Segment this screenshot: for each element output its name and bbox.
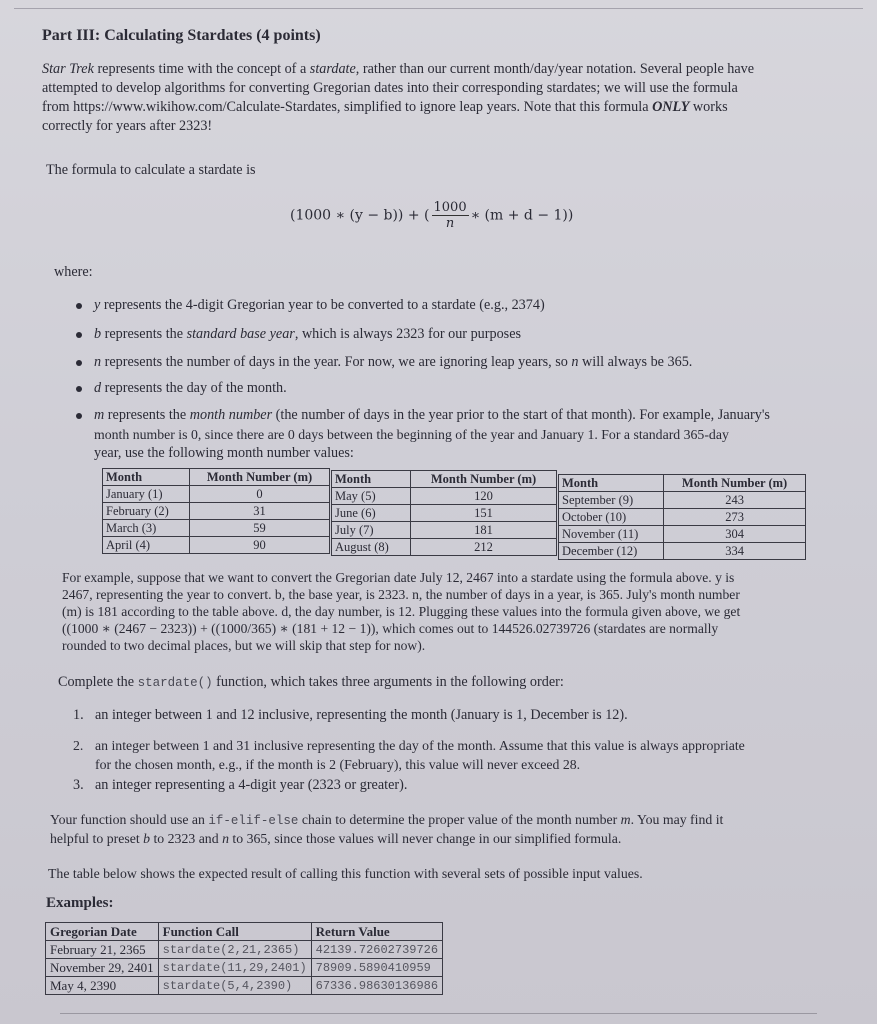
table-row: May (5) 120 xyxy=(332,488,557,505)
formula-denominator: n xyxy=(445,216,455,231)
table-row: February 21, 2365 stardate(2,21,2365) 42139.72602739726 xyxy=(46,941,443,959)
table-row: August (8) 212 xyxy=(332,539,557,556)
table-row: January (1) 0 xyxy=(103,486,330,503)
formula-numerator: 1000 xyxy=(433,200,467,215)
bullet-n: n represents the number of days in the year. For now, we are ignoring leap years, so n will always be 365. xyxy=(94,353,692,372)
table-row: April (4) 90 xyxy=(103,537,330,554)
table-row: December (12) 334 xyxy=(559,543,806,560)
table-row: November (11) 304 xyxy=(559,526,806,543)
month-header: Month xyxy=(332,471,411,488)
bullet-y: y represents the 4-digit Gregorian year to be converted to a stardate (e.g., 2374) xyxy=(94,296,545,315)
example-line-3: (m) is 181 according to the table above. d, the day number, is 12. Plugging these values into the formula given above, we get xyxy=(62,604,741,619)
table-row: May 4, 2390 stardate(5,4,2390) 67336.98630136986 xyxy=(46,977,443,995)
arg-item-3: 3. an integer representing a 4-digit year (2323 or greater). xyxy=(73,777,408,793)
bullet-dot xyxy=(76,332,82,338)
arg-item-2: 2. an integer between 1 and 31 inclusive representing the day of the month. Assume that this value is always appropriate xyxy=(73,738,745,753)
table-row: July (7) 181 xyxy=(332,522,557,539)
bullet-dot xyxy=(76,413,82,419)
example-line-4: ((1000 ∗ (2467 − 2323)) + ((1000/365) ∗ (181 + 12 − 1)), which comes out to 144526.02739726 (stardates are normally xyxy=(62,621,719,636)
example-line-2: 2467, representing the year to convert. b, the base year, is 2323. n, the number of days in a year, is 365. July's month number xyxy=(62,587,740,602)
formula-fraction xyxy=(432,200,469,231)
stardate-formula xyxy=(290,200,573,231)
bullet-dot xyxy=(76,386,82,392)
chain-line-2: helpful to preset b to 2323 and n to 365, since those values will never change in our simplified formula. xyxy=(50,831,622,846)
bottom-rule xyxy=(60,1013,817,1014)
intro-line-1: Star Trek represents time with the concept of a stardate, rather than our current month/day/year notation. Several people have xyxy=(42,61,755,77)
arg-item-2-line-2: for the chosen month, e.g., if the month is 2 (February), this value will never exceed 28. xyxy=(95,757,581,772)
top-rule xyxy=(14,8,863,9)
intro-line-4: correctly for years after 2323! xyxy=(42,118,213,134)
example-line-1: For example, suppose that we want to convert the Gregorian date July 12, 2467 into a stardate using the formula above. y is xyxy=(62,570,735,585)
table-row: June (6) 151 xyxy=(332,505,557,522)
arg-item-1: 1. an integer between 1 and 12 inclusive, representing the month (January is 1, December is 12). xyxy=(73,707,628,723)
table-note: The table below shows the expected result of calling this function with several sets of possible input values. xyxy=(48,866,643,881)
bullet-d: d represents the day of the month. xyxy=(94,379,287,398)
intro-line-3: from https://www.wikihow.com/Calculate-Stardates, simplified to ignore leap years. Note that this formula ONLY works xyxy=(42,99,728,115)
bullet-b: b represents the standard base year, which is always 2323 for our purposes xyxy=(94,325,521,344)
month-table-2 xyxy=(331,470,557,556)
table-row: November 29, 2401 stardate(11,29,2401) 78909.5890410959 xyxy=(46,959,443,977)
table-row: March (3) 59 xyxy=(103,520,330,537)
table-row: February (2) 31 xyxy=(103,503,330,520)
intro-line-2: attempted to develop algorithms for converting Gregorian dates into their corresponding stardates; we will use the formula xyxy=(42,80,738,96)
table-row: September (9) 243 xyxy=(559,492,806,509)
bullet-dot xyxy=(76,360,82,366)
month-number-header: Month Number (m) xyxy=(664,475,806,492)
bullet-m: m represents the month number (the number of days in the year prior to the start of that month). For example, January's xyxy=(94,406,770,425)
example-line-5: rounded to two decimal places, but we will skip that step for now). xyxy=(62,638,426,653)
bullet-m-line-2: month number is 0, since there are 0 days between the beginning of the year and January 1. For a standard 365-day xyxy=(94,427,729,442)
where-label: where: xyxy=(54,264,93,280)
examples-table xyxy=(45,922,443,995)
section-heading: Part III: Calculating Stardates (4 points) xyxy=(42,27,321,44)
month-header: Month xyxy=(103,469,190,486)
month-table-1 xyxy=(102,468,330,554)
month-table-3 xyxy=(558,474,806,560)
col-header-call: Function Call xyxy=(158,923,311,941)
formula-intro: The formula to calculate a stardate is xyxy=(46,162,256,178)
bullet-dot xyxy=(76,303,82,309)
formula-right: ∗ (m + d − 1)) xyxy=(470,207,574,224)
chain-line-1: Your function should use an if-elif-else chain to determine the proper value of the month number m. You may find it xyxy=(50,812,724,828)
table-row: October (10) 273 xyxy=(559,509,806,526)
formula-left: (1000 ∗ (y − b)) + ( xyxy=(290,207,430,224)
complete-instruction: Complete the stardate() function, which takes three arguments in the following order: xyxy=(58,674,564,690)
col-header-return: Return Value xyxy=(311,923,442,941)
month-number-header: Month Number (m) xyxy=(411,471,557,488)
month-number-header: Month Number (m) xyxy=(190,469,330,486)
month-header: Month xyxy=(559,475,664,492)
examples-heading: Examples: xyxy=(46,895,114,911)
bullet-m-line-3: year, use the following month number values: xyxy=(94,445,354,461)
col-header-date: Gregorian Date xyxy=(46,923,159,941)
